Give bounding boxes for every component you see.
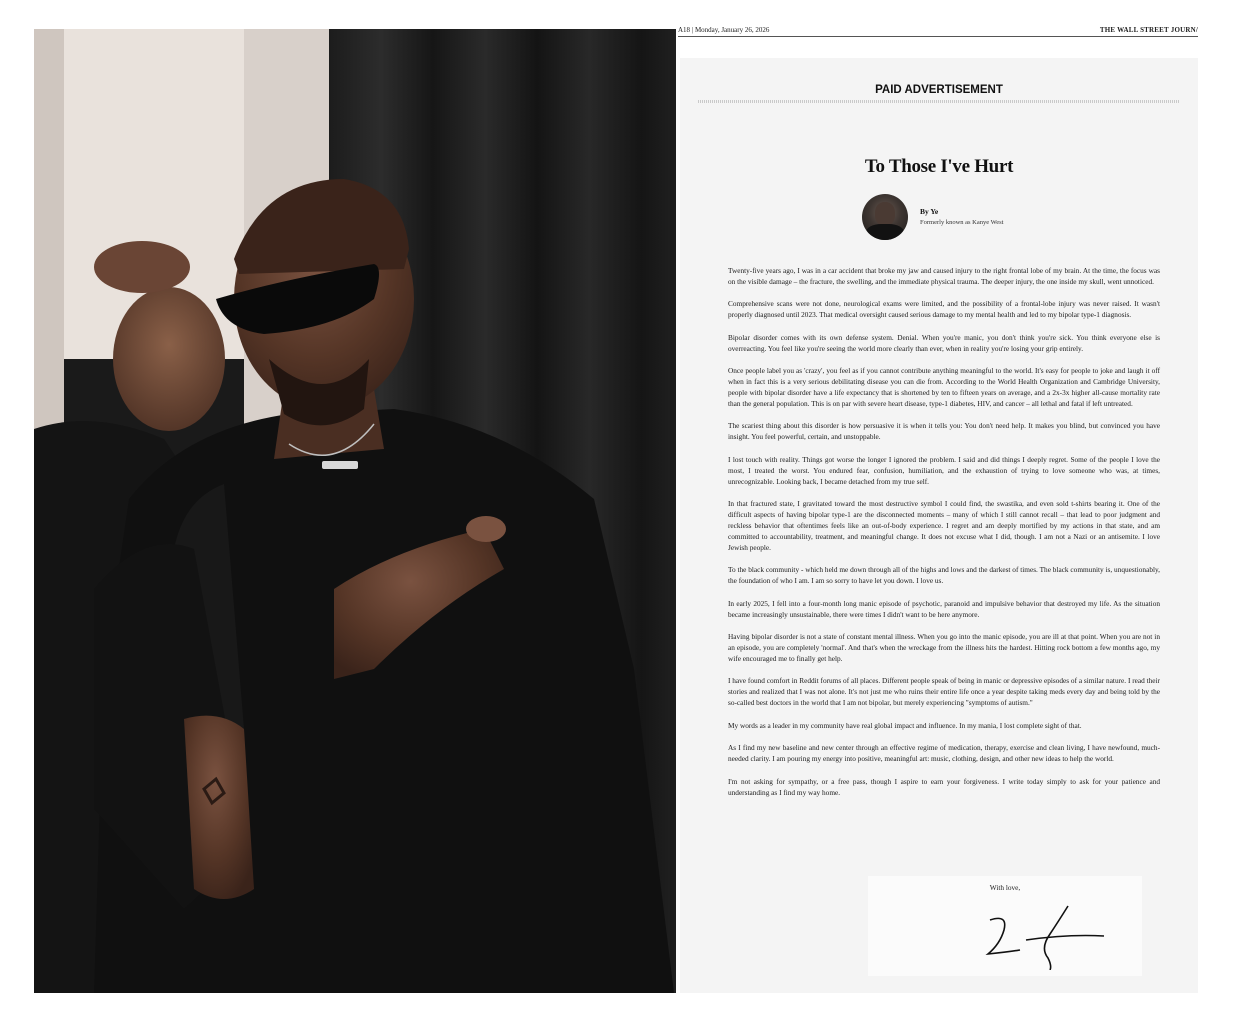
paragraph: Comprehensive scans were not done, neurological exams were limited, and the possibility of a frontal-lobe injury was never raised. It wasn't properly diagnosed until 2023. That medical oversight caused serious damage to my mental health and led to my bipolar type-1 diagnosis. (728, 299, 1160, 320)
divider (698, 100, 1180, 103)
masthead (678, 24, 1198, 37)
paragraph: To the black community - which held me down through all of the highs and lows and the darkest of times. The black community is, unquestionably, the foundation of who I am. I am so sorry to have let you down. I love us. (728, 565, 1160, 586)
paragraph: I lost touch with reality. Things got worse the longer I ignored the problem. I said and did things I deeply regret. Some of the people I love the most, I treated the worst. You endured fear, confusion, humiliation, and the exhaustion of trying to love someone who was, at times, unrecognizable. Looking back, I became detached from my true self. (728, 454, 1160, 486)
photo-illustration (34, 29, 676, 993)
paragraph: I'm not asking for sympathy, or a free pass, though I aspire to earn your forgiveness. I write today simply to ask for your patience and understanding as I find my way home. (728, 776, 1160, 797)
publication-name: THE WALL STREET JOURN/ (1099, 26, 1198, 34)
paragraph: As I find my new baseline and new center through an effective regime of medication, therapy, exercise and clean living, I have newfound, much-needed clarity. I am pouring my energy into positive, meaningful art: music, clothing, design, and other new ideas to help the world. (728, 743, 1160, 764)
paragraph: Once people label you as 'crazy', you feel as if you cannot contribute anything meaningful to the world. It's easy for people to joke and laugh it off when in fact this is a very serious debilitating disease you can die from. According to the World Health Organization and Cambridge University, people with bipolar disorder have a life expectancy that is shortened by ten to fifteen years on average, and a 2x-3x higher all-cause mortality rate than the general population. This is on par with severe heart disease, type-1 diabetes, HIV, and cancer – all lethal and fatal if left untreated. (728, 366, 1160, 408)
ye-photo (34, 29, 676, 993)
paragraph: In early 2025, I fell into a four-month long manic episode of psychotic, paranoid and impulsive behavior that destroyed my life. As the situation became increasingly unsustainable, there were times I didn't want to be here anymore. (728, 598, 1160, 619)
closing: With love, (989, 883, 1021, 892)
ad-label: PAID ADVERTISEMENT (875, 84, 1003, 96)
paragraph: Having bipolar disorder is not a state of constant mental illness. When you go into the manic episode, you are ill at that point. When you are not in an episode, you are completely 'normal'. And that's when the wreckage from the illness hits the hardest. Hitting rock bottom a few months ago, my wife encouraged me to finally get help. (728, 632, 1160, 663)
byline (862, 194, 1162, 242)
advertisement (680, 58, 1198, 993)
author-subtitle: Formerly known as Kanye West (920, 219, 1004, 226)
author-name: By Ye (920, 207, 939, 216)
paragraph: Bipolar disorder comes with its own defense system. Denial. When you're manic, you don't think you're sick. You think everyone else is overreacting. You feel like you're seeing the world more clearly than ever, when in reality you're losing your grip entirely. (728, 332, 1160, 353)
paragraph: Twenty-five years ago, I was in a car accident that broke my jaw and caused injury to the right frontal lobe of my brain. At the time, the focus was on the visible damage – the fracture, the swelling, and the immediate physical trauma. The deeper injury, the one inside my skull, went unnoticed. (728, 266, 1160, 286)
letter-body (728, 266, 1160, 810)
newspaper-page (678, 24, 1198, 993)
letter-title: To Those I've Hurt (864, 156, 1014, 177)
signature-block (868, 876, 1142, 976)
signature-image (978, 900, 1108, 970)
paragraph: The scariest thing about this disorder is how persuasive it is when it tells you: You don't need help. It makes you blind, but convinced you have insight. You feel powerful, certain, and unstoppable. (728, 421, 1160, 442)
author-avatar (862, 194, 908, 240)
paragraph: My words as a leader in my community have real global impact and influence. In my mania, I lost complete sight of that. (728, 720, 1082, 730)
paragraph: I have found comfort in Reddit forums of all places. Different people speak of being in manic or depressive episodes of a similar nature. I read their stories and realized that I was not alone. It's not just me who ruins their entire life once a year despite taking meds every day and being told by the so-called best doctors in the world that I am not bipolar, but merely experiencing "symptoms of autism." (728, 676, 1160, 708)
paragraph: In that fractured state, I gravitated toward the most destructive symbol I could find, the swastika, and even sold t-shirts bearing it. One of the difficult aspects of having bipolar type-1 are the disconnected moments – many of which I still cannot recall – that lead to poor judgment and reckless behavior that oftentimes feels like an out-of-body experience. I regret and am deeply mortified by my actions in that state, and am committed to accountability, treatment, and meaningful change. It does not excuse what I did, though. I am not a Nazi or an antisemite. I love Jewish people. (728, 499, 1160, 552)
issue-date: A18 | Monday, January 26, 2026 (678, 26, 770, 34)
